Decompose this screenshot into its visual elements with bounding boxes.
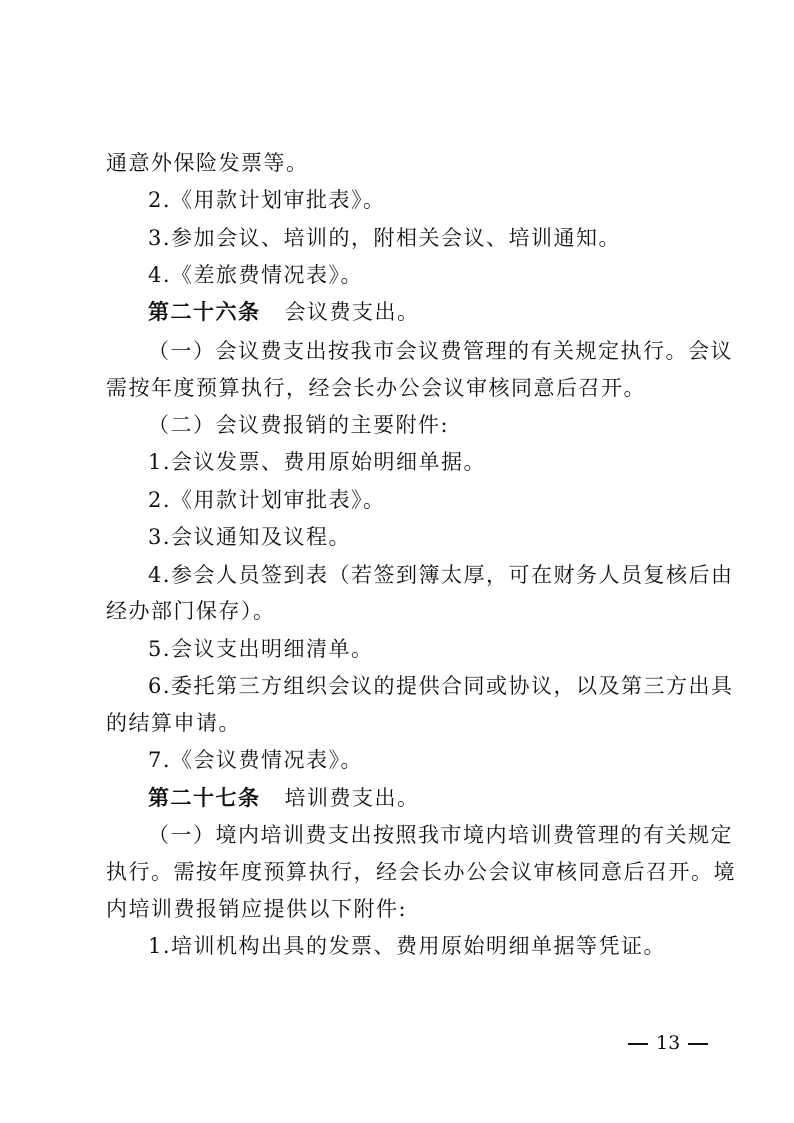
dash-left — [628, 1043, 648, 1045]
text-line: 2.《用款计划审批表》。 — [148, 188, 386, 212]
page-number: 13 — [656, 1032, 681, 1054]
article-heading-26 — [148, 298, 420, 326]
text-line: 执行。需按年度预算执行，经会长办公会议审核同意后召开。境 — [106, 860, 736, 884]
text-line: 7.《会议费情况表》。 — [148, 748, 364, 772]
text-line: （一）境内培训费支出按照我市境内培训费管理的有关规定 — [148, 823, 733, 847]
article-subject: 培训费支出。 — [284, 786, 420, 810]
text-line: 4.《差旅费情况表》。 — [148, 263, 364, 287]
text-line: 内培训费报销应提供以下附件: — [106, 897, 408, 921]
article-number: 第二十七条 — [148, 785, 261, 810]
text-line: 通意外保险发票等。 — [106, 151, 309, 175]
text-line: 1.培训机构出具的发票、费用原始明细单据等凭证。 — [148, 934, 667, 958]
text-line: 5.会议支出明细清单。 — [148, 637, 374, 661]
text-line: 2.《用款计划审批表》。 — [148, 488, 386, 512]
article-number: 第二十六条 — [148, 299, 261, 324]
page-footer — [620, 1029, 716, 1057]
text-line: 经办部门保存）。 — [106, 599, 276, 623]
text-line: 3.参加会议、培训的，附相关会议、培训通知。 — [148, 226, 622, 250]
dash-right — [688, 1043, 708, 1045]
article-subject: 会议费支出。 — [284, 300, 420, 324]
text-line: （一）会议费支出按我市会议费管理的有关规定执行。会议 — [148, 339, 733, 363]
text-line: 的结算申请。 — [106, 711, 241, 735]
text-line: 4.参会人员签到表（若签到簿太厚，可在财务人员复核后由 — [148, 563, 734, 587]
text-line: 需按年度预算执行，经会长办公会议审核同意后召开。 — [106, 376, 646, 400]
text-line: （二）会议费报销的主要附件: — [148, 413, 450, 437]
text-line: 3.会议通知及议程。 — [148, 525, 352, 549]
text-line: 1.会议发票、费用原始明细单据。 — [148, 450, 487, 474]
text-line: 6.委托第三方组织会议的提供合同或协议，以及第三方出具 — [148, 674, 734, 698]
article-heading-27 — [148, 784, 420, 812]
